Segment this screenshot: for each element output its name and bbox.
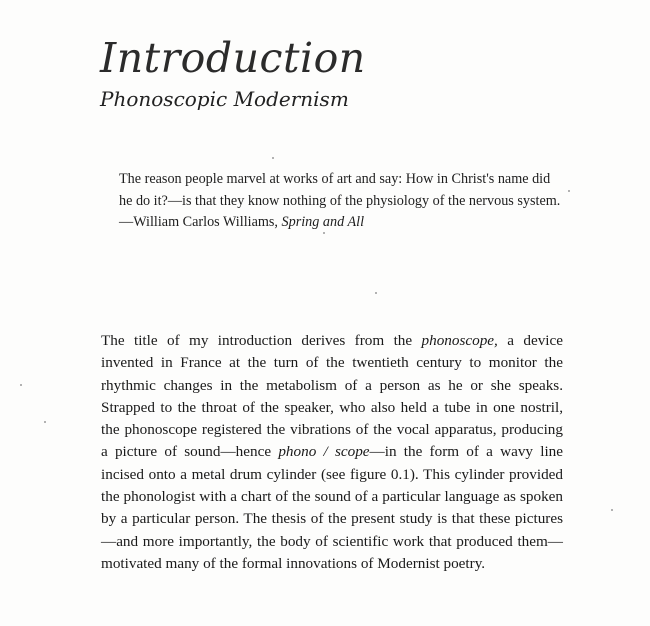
body-text-part-3: —in the form of a wavy line incised onto a metal drum cylinder (see figure 0.1). This cylinder provided the phonologist with a chart of the sound of a particular language as spoken by a particular person. The thesis of the present study is that these pictures—and more importantly, the body of scientific work that produced them—motivated many of the formal innovations of Modernist poetry. bbox=[101, 443, 563, 572]
attribution-author: —William Carlos Williams, bbox=[119, 214, 282, 230]
scan-speck bbox=[20, 384, 22, 386]
epigraph bbox=[119, 169, 564, 234]
body-paragraph bbox=[101, 330, 563, 575]
epigraph-attribution bbox=[119, 212, 564, 234]
chapter-title: Introduction bbox=[100, 34, 366, 82]
term-phonoscope: phonoscope, bbox=[421, 332, 498, 349]
scan-speck bbox=[44, 421, 46, 423]
scan-speck bbox=[375, 292, 377, 294]
scan-speck bbox=[323, 232, 325, 234]
chapter-subtitle: Phonoscopic Modernism bbox=[100, 87, 349, 111]
scan-speck bbox=[611, 509, 613, 511]
body-text-part-2: a device invented in France at the turn of the twentieth century to monitor the rhythmic changes in the metabolism of a person as he or she speaks. Strapped to the throat of the speaker, who also held a tube in one nostril, the phonoscope registered the vibrations of the vocal apparatus, producing a picture of sound—hence bbox=[101, 332, 563, 461]
scan-speck bbox=[568, 190, 570, 192]
body-text-part-1: The title of my introduction derives from the bbox=[101, 332, 422, 349]
attribution-source-title: Spring and All bbox=[281, 214, 365, 230]
term-phono-scope: phono / scope bbox=[278, 443, 370, 461]
scan-speck bbox=[272, 157, 274, 159]
epigraph-quote: The reason people marvel at works of art and say: How in Christ's name did he do it?—is that they know nothing of the physiology of the nervous system. bbox=[119, 171, 561, 209]
